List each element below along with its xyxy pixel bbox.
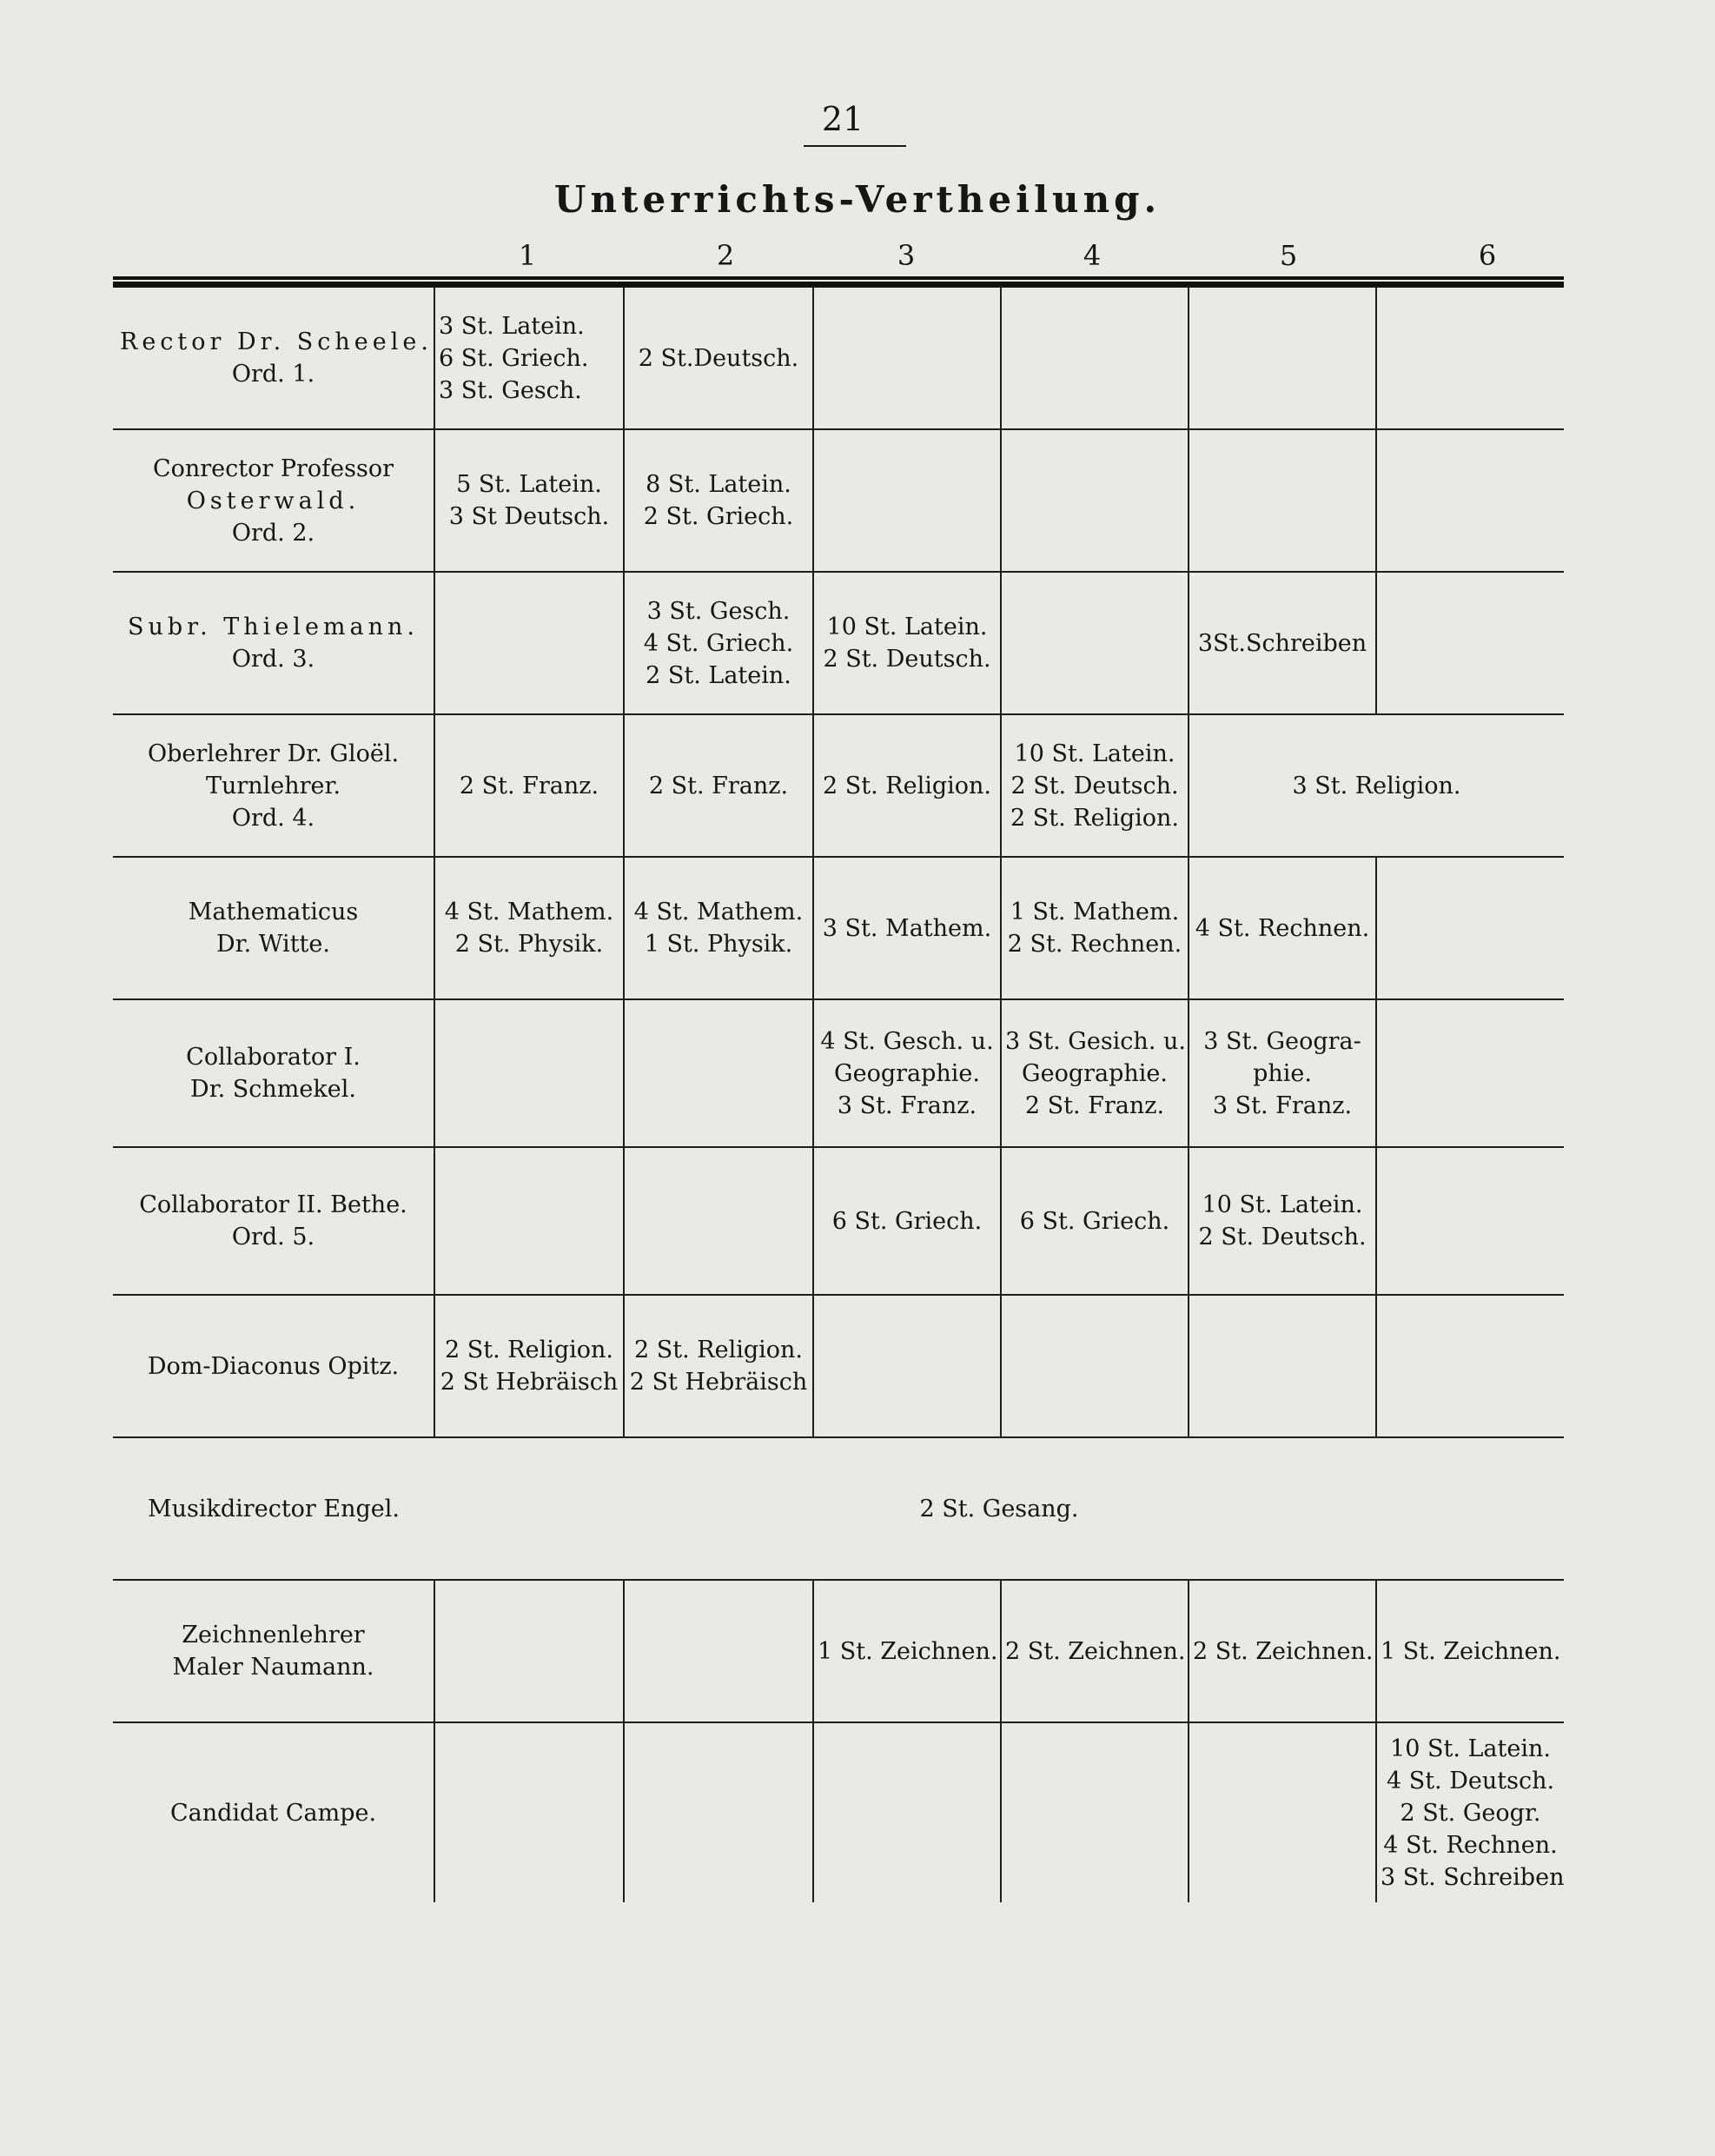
cell-class-1 [434,1722,624,1902]
column-number: 6 [1478,239,1497,272]
table-row [113,288,1564,429]
table-row [113,572,1564,714]
cell-class-2 [624,999,813,1147]
teacher-name: Collaborator II. Bethe. Ord. 5. [113,1147,434,1295]
cell-class-4 [1001,429,1189,572]
cell-class-1: 2 St. Religion. 2 St Hebräisch [434,1295,624,1437]
page-number-rule [804,145,906,147]
teacher-name: Oberlehrer Dr. Gloël. Turnlehrer. Ord. 4. [113,714,434,857]
table-row [113,1147,1564,1295]
teacher-name: Dom-Diaconus Opitz. [113,1295,434,1437]
column-number: 4 [1083,239,1102,272]
teacher-name: Candidat Campe. [169,1799,377,1827]
cell-class-3: 10 St. Latein. 2 St. Deutsch. [813,572,1001,714]
cell-class-3: 6 St. Griech. [813,1147,1001,1295]
cell-class-3: 2 St. Religion. [813,714,1001,857]
cell-class-5: 10 St. Latein. 2 St. Deutsch. [1189,1147,1376,1295]
header-double-rule [113,276,1564,288]
teacher-name: Subr. Thielemann. Ord. 3. [113,572,434,714]
cell-class-4 [1001,288,1189,429]
cell-class-5: 2 St. Zeichnen. [1189,1580,1376,1722]
cell-class-6 [1376,429,1564,572]
cell-class-2 [624,1722,813,1902]
cell-class-3: 3 St. Mathem. [813,857,1001,999]
cell-class-5 [1189,288,1376,429]
table-row [113,1437,1564,1580]
teacher-name: Zeichnenlehrer Maler Naumann. [113,1580,434,1722]
cell-class-5: 3St.Schreiben [1189,572,1376,714]
cell-class-6 [1376,1147,1564,1295]
page-number: 21 [821,100,864,138]
cell-class-4 [1001,1722,1189,1902]
cell-class-4 [1001,572,1189,714]
cell-class-2 [624,1580,813,1722]
cell-class-4: 10 St. Latein. 2 St. Deutsch. 2 St. Religion. [1001,714,1189,857]
cell-class-1: 4 St. Mathem. 2 St. Physik. [434,857,624,999]
teacher-name: Rector Dr. Scheele. Ord. 1. [113,288,434,429]
cell-class-1 [434,999,624,1147]
cell-class-4: 1 St. Mathem. 2 St. Rechnen. [1001,857,1189,999]
cell-class-3 [813,288,1001,429]
table-row [113,1722,1564,1902]
column-numbers [0,239,1715,274]
cell-class-2: 8 St. Latein. 2 St. Griech. [624,429,813,572]
cell-class-6: 1 St. Zeichnen. [1376,1580,1564,1722]
cell-class-2 [624,1147,813,1295]
cell-class-1 [434,1147,624,1295]
table-row [113,857,1564,999]
table-row [113,999,1564,1147]
cell-class-1: 5 St. Latein. 3 St Deutsch. [434,429,624,572]
cell-class-2: 2 St.Deutsch. [624,288,813,429]
cell-class-3: 1 St. Zeichnen. [813,1580,1001,1722]
cell-class-3 [813,429,1001,572]
cell-all-classes: 2 St. Gesang. [434,1437,1564,1580]
column-number: 2 [716,239,735,272]
cell-class-3 [813,1295,1001,1437]
cell-class-1: 2 St. Franz. [434,714,624,857]
cell-class-6 [1376,572,1564,714]
column-number: 1 [518,239,537,272]
cell-class-3: 4 St. Gesch. u. Geographie. 3 St. Franz. [813,999,1001,1147]
table-row [113,1580,1564,1722]
teacher-name: Musikdirector Engel. [113,1437,434,1580]
cell-class-5-6: 3 St. Religion. [1189,714,1564,857]
cell-class-5 [1189,1722,1376,1902]
cell-class-4: 3 St. Gesich. u. Geographie. 2 St. Franz. [1001,999,1189,1147]
distribution-table [113,288,1564,1902]
column-number: 5 [1279,239,1298,272]
cell-class-5 [1189,1295,1376,1437]
cell-class-4: 2 St. Zeichnen. [1001,1580,1189,1722]
cell-class-6 [1376,1295,1564,1437]
teacher-name: Mathematicus Dr. Witte. [113,857,434,999]
cell-class-6 [1376,288,1564,429]
teacher-name: Conrector Professor Osterwald. Ord. 2. [113,429,434,572]
cell-class-3 [813,1722,1001,1902]
cell-class-1 [434,572,624,714]
cell-class-6: 10 St. Latein. 4 St. Deutsch. 2 St. Geogr. 4 St. Rechnen. 3 St. Schreiben [1376,1722,1564,1902]
column-number: 3 [897,239,916,272]
page-title: Unterrichts-Vertheilung. [553,178,1162,221]
table-row [113,1295,1564,1437]
cell-class-2: 4 St. Mathem. 1 St. Physik. [624,857,813,999]
table-row [113,714,1564,857]
cell-class-6 [1376,999,1564,1147]
cell-class-5: 4 St. Rechnen. [1189,857,1376,999]
cell-class-1 [434,1580,624,1722]
cell-class-4 [1001,1295,1189,1437]
cell-class-5: 3 St. Geogra- phie. 3 St. Franz. [1189,999,1376,1147]
cell-class-4: 6 St. Griech. [1001,1147,1189,1295]
cell-class-2: 2 St. Religion. 2 St Hebräisch [624,1295,813,1437]
cell-class-6 [1376,857,1564,999]
cell-class-2: 2 St. Franz. [624,714,813,857]
cell-class-5 [1189,429,1376,572]
cell-class-2: 3 St. Gesch. 4 St. Griech. 2 St. Latein. [624,572,813,714]
cell-class-1: 3 St. Latein. 6 St. Griech. 3 St. Gesch. [434,288,624,429]
table-row [113,429,1564,572]
teacher-name: Collaborator I. Dr. Schmekel. [113,999,434,1147]
